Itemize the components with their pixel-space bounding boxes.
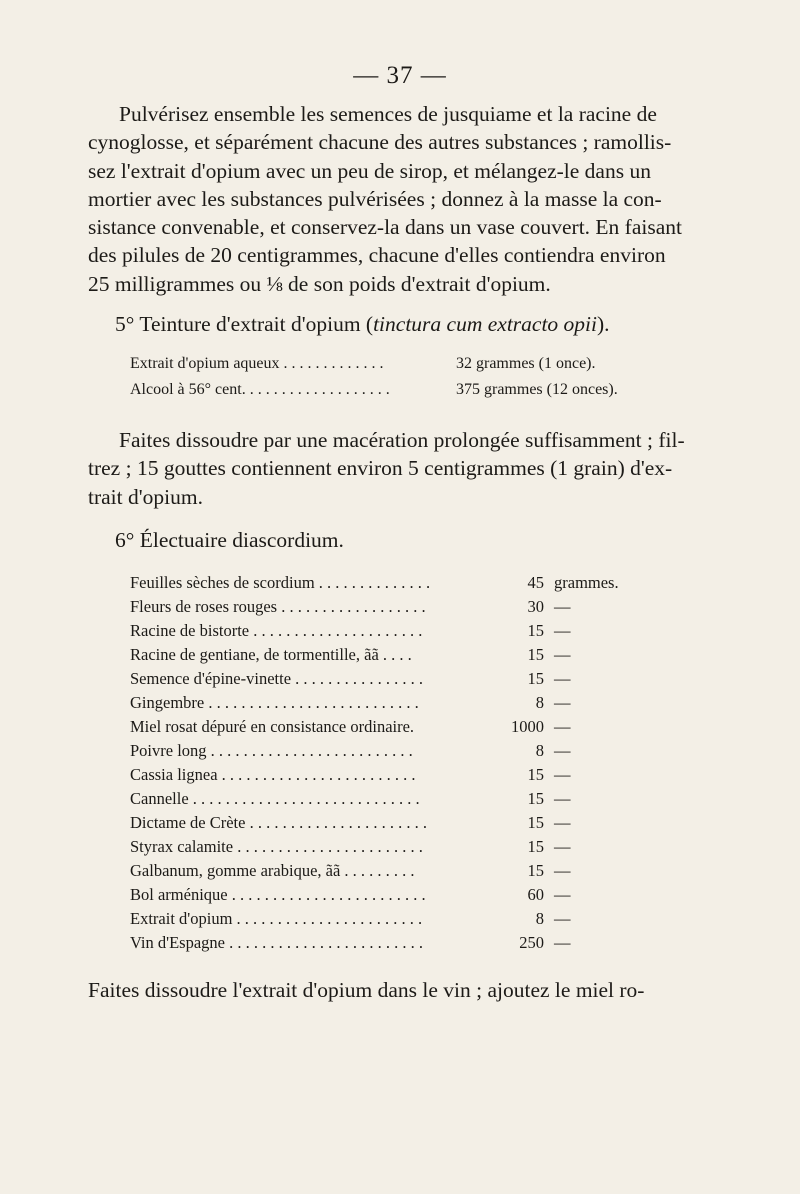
ingredient-unit: — xyxy=(554,837,571,856)
ingredient-unit: — xyxy=(554,693,571,712)
ingredient-unit: — xyxy=(554,669,571,688)
ingredient-name: Poivre long . . . . . . . . . . . . . . . . . . . . . . . . . xyxy=(130,741,413,760)
text-line: mortier avec les substances pulvérisées ; donnez à la masse la con- xyxy=(88,186,662,211)
text-line: sistance convenable, et conservez-la dans un vase couvert. En faisant xyxy=(88,215,682,240)
recipe-row xyxy=(0,717,800,741)
ingredient-qty: 60 xyxy=(527,885,544,904)
ingredient-name: Extrait d'opium aqueux . . . . . . . . . . . . . xyxy=(130,355,384,372)
ingredient-qty: 15 xyxy=(527,789,544,808)
ingredient-unit: — xyxy=(554,789,571,808)
text-line: Pulvérisez ensemble les semences de jusquiame et la racine de xyxy=(119,102,657,126)
ingredient-name: Gingembre . . . . . . . . . . . . . . . . . . . . . . . . . . xyxy=(130,693,419,712)
paragraph-pilules xyxy=(88,100,712,298)
ingredient-name: Semence d'épine-vinette . . . . . . . . . . . . . . . . xyxy=(130,669,424,688)
section-number: 6° xyxy=(115,528,135,552)
recipe-row xyxy=(0,645,800,669)
recipe-row xyxy=(0,669,800,693)
recipe-row xyxy=(0,741,800,765)
ingredient-name: Bol arménique . . . . . . . . . . . . . . . . . . . . . . . . xyxy=(130,885,426,904)
section-heading-6 xyxy=(115,528,344,553)
ingredient-name: Racine de gentiane, de tormentille, ãã . . . . xyxy=(130,645,412,664)
recipe-row xyxy=(0,765,800,789)
section-number: 5° xyxy=(115,312,135,336)
ingredient-name: Racine de bistorte . . . . . . . . . . . . . . . . . . . . . xyxy=(130,621,423,640)
recipe-row xyxy=(0,597,800,621)
recipe-row xyxy=(0,885,800,909)
ingredient-amount: 32 grammes (1 once). xyxy=(456,355,596,372)
ingredient-name: Galbanum, gomme arabique, ãã . . . . . . . . . xyxy=(130,861,415,880)
section-heading-5 xyxy=(115,312,610,337)
ingredient-qty: 15 xyxy=(527,765,544,784)
ingredient-unit: — xyxy=(554,621,571,640)
paragraph-teinture xyxy=(88,426,712,511)
recipe-row xyxy=(0,621,800,645)
ingredient-name: Fleurs de roses rouges . . . . . . . . . . . . . . . . . . xyxy=(130,597,426,616)
ingredient-unit: — xyxy=(554,885,571,904)
recipe-row xyxy=(0,861,800,885)
ingredient-unit: — xyxy=(554,765,571,784)
ingredient-qty: 8 xyxy=(535,909,544,928)
ingredient-qty: 15 xyxy=(527,645,544,664)
recipe-row xyxy=(0,693,800,717)
ingredient-unit: — xyxy=(554,813,571,832)
text-line: cynoglosse, et séparément chacune des autres substances ; ramollis- xyxy=(88,130,672,155)
ingredient-unit: — xyxy=(554,717,571,736)
text-line: Faites dissoudre par une macération prolongée suffisamment ; fil- xyxy=(119,428,685,452)
text-line: 25 milligrammes ou ⅛ de son poids d'extrait d'opium. xyxy=(88,271,551,296)
section-latin-title: tinctura cum extracto opii xyxy=(373,312,597,336)
text-line: des pilules de 20 centigrammes, chacune d'elles contiendra environ xyxy=(88,243,666,268)
ingredient-unit: — xyxy=(554,861,571,880)
text-line: trez ; 15 gouttes contiennent environ 5 centigrammes (1 grain) d'ex- xyxy=(88,456,673,481)
ingredient-name: Vin d'Espagne . . . . . . . . . . . . . . . . . . . . . . . . xyxy=(130,933,424,952)
ingredient-qty: 15 xyxy=(527,669,544,688)
ingredient-name: Alcool à 56° cent. . . . . . . . . . . . . . . . . . . xyxy=(130,381,390,398)
ingredient-unit: — xyxy=(554,741,571,760)
ingredient-qty: 15 xyxy=(527,813,544,832)
ingredient-name: Dictame de Crète . . . . . . . . . . . . . . . . . . . . . . xyxy=(130,813,427,832)
ingredient-unit: — xyxy=(554,645,571,664)
ingredient-unit: — xyxy=(554,933,571,952)
ingredient-name: Cassia lignea . . . . . . . . . . . . . . . . . . . . . . . . xyxy=(130,765,416,784)
ingredient-qty: 250 xyxy=(519,933,544,952)
ingredient-name: Miel rosat dépuré en consistance ordinaire. xyxy=(130,717,415,736)
ingredient-qty: 45 xyxy=(527,573,544,592)
paragraph-continuation: Faites dissoudre l'extrait d'opium dans le vin ; ajoutez le miel ro- xyxy=(88,978,645,1002)
section-title: Électuaire diascordium. xyxy=(139,528,344,552)
ingredient-qty: 8 xyxy=(535,741,544,760)
section-title-close: ). xyxy=(597,312,610,336)
text-line: trait d'opium. xyxy=(88,484,203,509)
ingredient-name: Styrax calamite . . . . . . . . . . . . . . . . . . . . . . . xyxy=(130,837,423,856)
ingredient-name: Feuilles sèches de scordium . . . . . . . . . . . . . . xyxy=(130,573,431,592)
page-number: — 37 — xyxy=(353,62,447,89)
ingredient-amount: 375 grammes (12 onces). xyxy=(456,381,618,398)
ingredient-qty: 15 xyxy=(527,837,544,856)
recipe-row xyxy=(0,909,800,933)
text-line: sez l'extrait d'opium avec un peu de sirop, et mélangez-le dans un xyxy=(88,158,651,183)
ingredient-unit: — xyxy=(554,909,571,928)
recipe-row xyxy=(0,573,800,597)
recipe-row xyxy=(0,837,800,861)
ingredient-unit: — xyxy=(554,597,571,616)
ingredient-qty: 15 xyxy=(527,621,544,640)
section-title: Teinture d'extrait d'opium ( xyxy=(139,312,374,336)
ingredient-qty: 1000 xyxy=(511,717,544,736)
recipe-row xyxy=(0,789,800,813)
recipe-row xyxy=(0,813,800,837)
ingredient-qty: 8 xyxy=(535,693,544,712)
ingredient-name: Cannelle . . . . . . . . . . . . . . . . . . . . . . . . . . . . xyxy=(130,789,420,808)
ingredient-qty: 15 xyxy=(527,861,544,880)
ingredient-qty: 30 xyxy=(527,597,544,616)
recipe-row xyxy=(0,933,800,957)
ingredient-unit: grammes. xyxy=(554,573,619,592)
ingredient-name: Extrait d'opium . . . . . . . . . . . . . . . . . . . . . . . xyxy=(130,909,423,928)
